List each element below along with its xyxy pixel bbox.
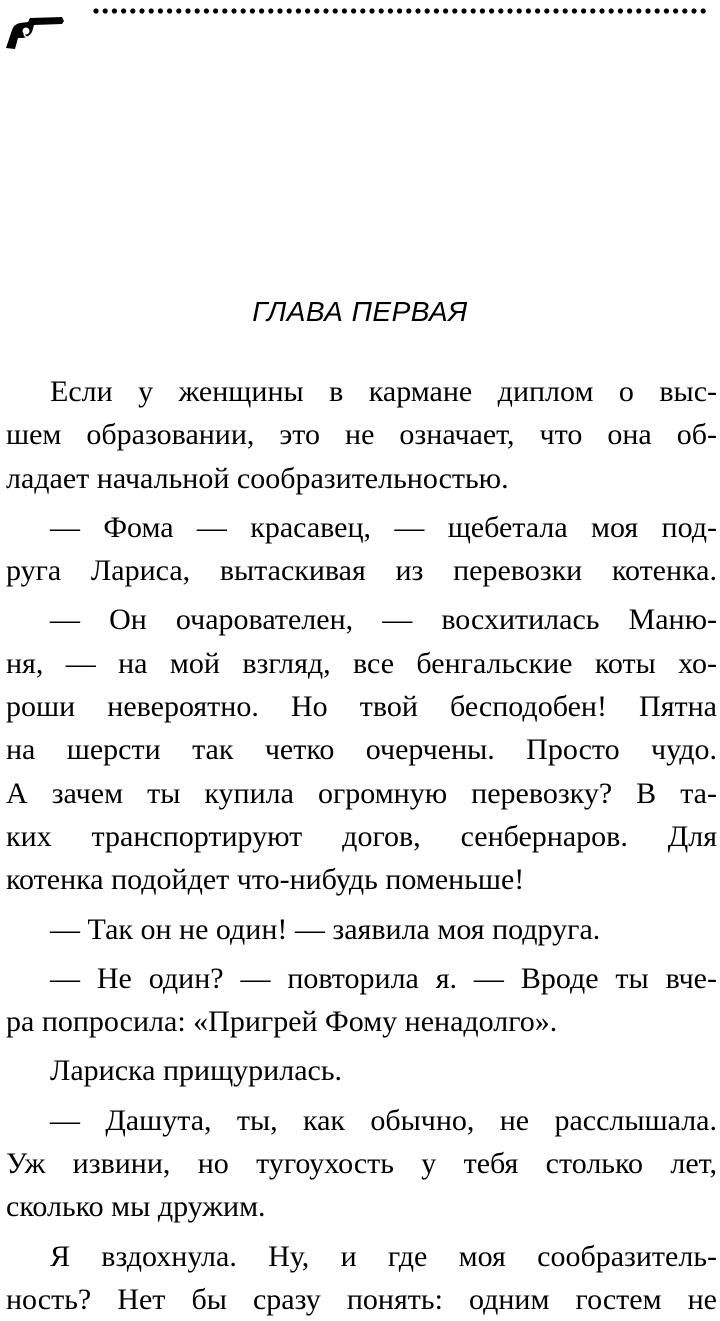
text-line: шем образовании, это не означает, что она об- [6,418,717,452]
text-line: ность? Нет бы сразу понять: одним гостем не [6,1282,717,1316]
chapter-title: ГЛАВА ПЕРВАЯ [252,296,468,327]
text-line: ких транспортируют догов, сенбернаров. Для [6,819,717,853]
text-line: Уж извини, но тугоухость у тебя столько лет, [6,1147,717,1181]
text-line: — Дашута, ты, как обычно, не расслышала. [50,1103,717,1137]
rule-dot [204,8,209,13]
rule-dot [655,8,660,13]
text-line: — Так он не один! — заявила моя подруга. [50,912,601,946]
revolver-icon [4,8,66,52]
text-line: на шерсти так четко очерчены. Просто чудо. [6,733,717,767]
rule-dot [590,8,595,13]
rule-dot [369,8,374,13]
rule-dot [305,8,310,13]
rule-dot [452,8,457,13]
text-line: роши невероятно. Но твой бесподобен! Пятна [6,690,717,724]
rule-dot [195,8,200,13]
rule-dot [406,8,411,13]
rule-dot [434,8,439,13]
rule-dot [489,8,494,13]
text-line: А зачем ты купила огромную перевозку? В та- [6,776,717,810]
rule-dot [103,8,108,13]
rule-dot [250,8,255,13]
text-line: Лариска прищурилась. [50,1054,343,1088]
rule-dot [701,8,706,13]
rule-dot [259,8,264,13]
rule-dot [333,8,338,13]
rule-dot [691,8,696,13]
rule-dot [507,8,512,13]
rule-dot [342,8,347,13]
rule-dot [636,8,641,13]
rule-dot [480,8,485,13]
rule-dot [379,8,384,13]
text-line: — Не один? — повторила я. — Вроде ты вче- [50,961,717,995]
rule-dot [351,8,356,13]
text-line: сколько мы дружим. [6,1190,266,1224]
rule-dot [461,8,466,13]
rule-dot [222,8,227,13]
rule-dot [572,8,577,13]
rule-dot [498,8,503,13]
rule-dot [397,8,402,13]
rule-dot [609,8,614,13]
rule-dot [563,8,568,13]
rule-dot [93,8,98,13]
header-dotted-rule [92,4,712,18]
text-line: котенка подойдет что-нибудь поменьше! [6,863,525,897]
rule-dot [581,8,586,13]
rule-dot [673,8,678,13]
text-line: руга Лариса, вытаскивая из перевозки котенка. [6,554,717,588]
rule-dot [360,8,365,13]
rule-dot [268,8,273,13]
text-line: Я вздохнула. Ну, и где моя сообразитель- [50,1239,717,1273]
rule-dot [425,8,430,13]
rule-dot [664,8,669,13]
rule-dot [618,8,623,13]
text-line: — Фома — красавец, — щебетала моя под- [50,510,717,544]
rule-dot [167,8,172,13]
rule-dot [526,8,531,13]
rule-dot [213,8,218,13]
rule-dot [517,8,522,13]
text-line: ладает начальной сообразительностью. [6,461,509,495]
rule-dot [443,8,448,13]
rule-dot [627,8,632,13]
rule-dot [287,8,292,13]
rule-dot [415,8,420,13]
rule-dot [314,8,319,13]
text-line: Если у женщины в кармане диплом о выс- [50,375,717,408]
rule-dot [139,8,144,13]
rule-dot [158,8,163,13]
rule-dot [112,8,117,13]
rule-dot [231,8,236,13]
rule-dot [121,8,126,13]
text-line: ра попросила: «Пригрей Фому ненадолго». [6,1005,558,1039]
rule-dot [553,8,558,13]
rule-dot [185,8,190,13]
rule-dot [471,8,476,13]
body-text [6,370,717,1321]
rule-dot [149,8,154,13]
rule-dot [535,8,540,13]
text-line: ня, — на мой взгляд, все бенгальские коты хо- [6,646,717,680]
text-line: — Он очарователен, — восхитилась Маню- [50,603,717,637]
rule-dot [176,8,181,13]
rule-dot [599,8,604,13]
rule-dot [388,8,393,13]
rule-dot [241,8,246,13]
rule-dot [645,8,650,13]
rule-dot [544,8,549,13]
rule-dot [682,8,687,13]
rule-dot [323,8,328,13]
rule-dot [130,8,135,13]
rule-dot [296,8,301,13]
rule-dot [277,8,282,13]
